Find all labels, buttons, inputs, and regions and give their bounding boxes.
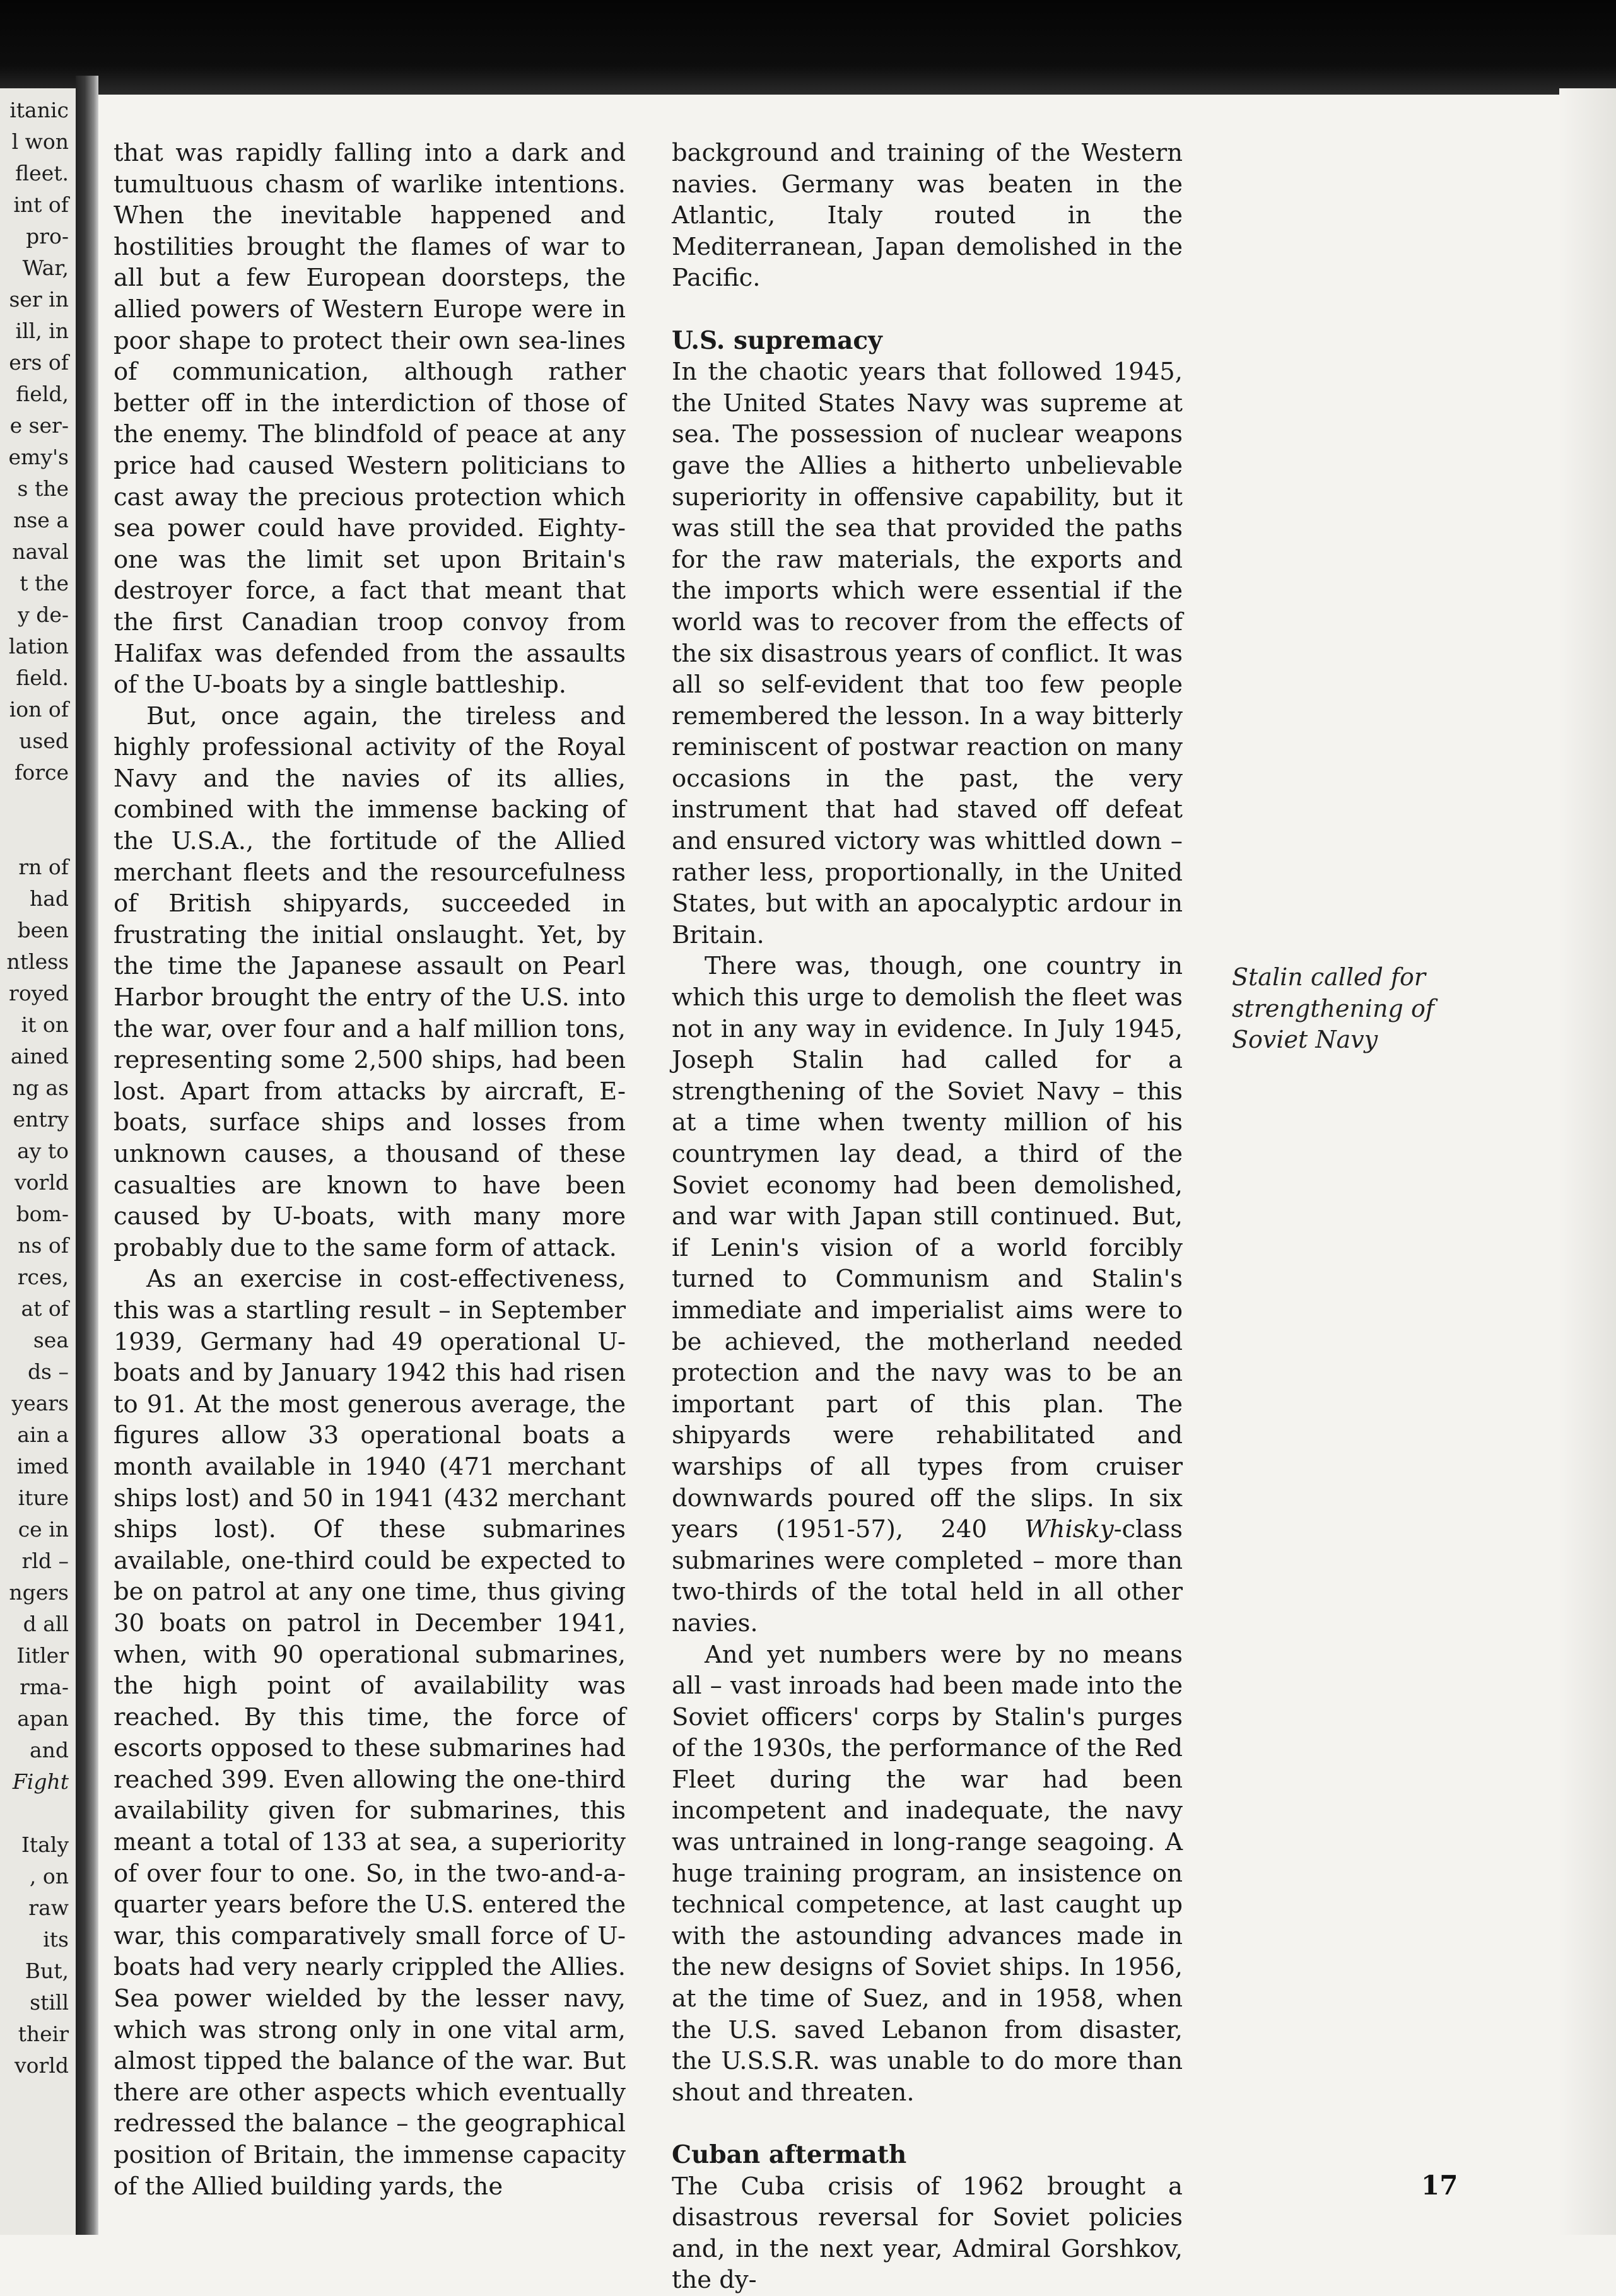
- previous-page-text-fragment: its: [43, 1927, 69, 1952]
- body-paragraph: But, once again, the tireless and highly professional activity of the Royal Navy and the navies of its allies, combined with the immense backing of the U.S.A., the fortitude of the Allied merchant fleets and the resourcefulness of British shipyards, succeeded in frustrating the initial onslaught. Yet, by the time the Japanese assault on Pearl Harbor brought the entry of the U.S. into the war, over four and a half million tons, representing some 2,500 ships, had been lost. Apart from attacks by aircraft, E-boats, surface ships and losses from unknown causes, a thousand of these casualties are known to have been caused by U-boats, with many more probably due to the same form of attack.: [114, 701, 626, 1262]
- previous-page-text-fragment: d all: [23, 1612, 69, 1636]
- previous-page-text-fragment: rces,: [17, 1265, 69, 1289]
- section-heading-us-supremacy: U.S. supremacy: [672, 325, 882, 355]
- previous-page-text-fragment: War,: [22, 255, 69, 280]
- previous-page-text-fragment: rld –: [21, 1549, 69, 1573]
- previous-page-text-fragment: y de-: [18, 602, 69, 627]
- previous-page-text-fragment: ained: [10, 1044, 69, 1069]
- section-us-supremacy: [672, 356, 1183, 2108]
- previous-page-text-fragment: emy's: [8, 445, 69, 469]
- previous-page-text-fragment: ay to: [17, 1139, 69, 1163]
- body-paragraph: There was, though, one country in which this urge to demolish the fleet was not in any way in evidence. In July 1945, Joseph Stalin had called for a strengthening of the Soviet Navy – this at a time when twenty million of his countrymen lay dead, a third of the Soviet economy had been demolished, and war with Japan still continued. But, if Lenin's vision of a world forcibly turned to Communism and Stalin's immediate and imperialist aims were to be achieved, the motherland needed protection and the navy was to be an important part of this plan. The shipyards were rehabilitated and warships of all types from cruiser downwards poured off the slips. In six years (1951-57), 240 Whisky-class submarines were completed – more than two-thirds of the total held in all other navies.: [672, 952, 1183, 1637]
- previous-page-text-fragment: field,: [16, 382, 69, 406]
- previous-page-text-fragment: Italy: [21, 1832, 69, 1857]
- previous-page-text-fragment: had: [29, 886, 69, 911]
- previous-page-text-fragment: been: [17, 918, 69, 942]
- previous-page-text-fragment: ers of: [9, 350, 69, 375]
- previous-page-text-fragment: ngers: [9, 1580, 69, 1605]
- previous-page-text-fragment: vorld: [15, 2053, 69, 2078]
- previous-page-text-fragment: [0, 820, 73, 852]
- body-paragraph: As an exercise in cost-effectiveness, this was a startling result – in September 1939, Germany had 49 operational U-boats and by January 1942 this had risen to 91. At the most generous average, the figures allow 33 operational boats a month available in 1940 (471 merchant ships lost) and 50 in 1941 (432 merchant ships lost). Of these submarines available, one-third could be expected to be on patrol at any one time, thus giving 30 boats on patrol in December 1941, when, with 90 operational submarines, the high point of availability was reached. By this time, the force of escorts opposed to these submarines had reached 399. Even allowing the one-third availability given for submarines, this meant a total of 133 at sea, a superiority of over four to one. So, in the two-and-a-quarter years before the U.S. entered the war, this comparatively small force of U-boats had very nearly crippled the Allies. Sea power wielded by the lesser navy, which was strong only in one vital arm, almost tipped the balance of the war. But there are other aspects which eventually redressed the balance – the geographical position of Britain, the immense capacity of the Allied building yards, the: [114, 1265, 626, 2201]
- previous-page-text-fragment: raw: [28, 1895, 69, 1920]
- previous-page-text-fragment: l won: [11, 129, 69, 154]
- body-paragraph: that was rapidly falling into a dark and tumultuous chasm of warlike intentions. When the inevitable happened and hostilities brought the flames of war to all but a few European doorsteps, the allied powers of Western Europe were in poor shape to protect their own sea-lines of communication, although rather better off in the interdiction of those of the enemy. The blindfold of peace at any price had caused Western politicians to cast away the precious protection which sea power could have provided. Eighty-one was the limit set upon Britain's destroyer force, a fact that meant that the first Canadian troop convoy from Halifax was defended from the assaults of the U-boats by a single battleship.: [114, 139, 626, 700]
- previous-page-text-fragment: s the: [17, 476, 69, 501]
- previous-page-text-fragment: nse a: [13, 508, 69, 532]
- previous-page-text-fragment: fleet.: [15, 161, 69, 185]
- previous-page-text-fragment: years: [11, 1391, 69, 1415]
- body-paragraph: And yet numbers were by no means all – vast inroads had been made into the Soviet officers' corps by Stalin's purges of the 1930s, the performance of the Red Fleet during the war had been incompetent and inadequate, the navy was untrained in long-range seagoing. A huge training program, an insistence on technical competence, at last caught up with the astounding advances made in the new designs of Soviet ships. In 1956, at the time of Suez, and in 1958, when the U.S. saved Lebanon from disaster, the U.S.S.R. was unable to do more than shout and threaten.: [672, 1640, 1183, 2107]
- previous-page-text-fragment: it on: [21, 1012, 69, 1037]
- previous-page-text-fragment: field.: [16, 665, 69, 690]
- previous-page-text-fragment: rma-: [20, 1675, 69, 1699]
- previous-page-text-fragment: [0, 1798, 73, 1829]
- right-column: [672, 138, 1183, 2296]
- previous-page-text-fragment: [0, 788, 73, 820]
- previous-page-text-fragment: lation: [8, 634, 69, 659]
- previous-page-text-fragment: still: [30, 1990, 69, 2015]
- body-paragraph: In the chaotic years that followed 1945, the United States Navy was supreme at sea. The possession of nuclear weapons gave the Allies a hitherto unbelievable superiority in offensive capability, but it was still the sea that provided the paths for the raw materials, the exports and the imports which were essential if the world was to recover from the effects of the six disastrous years of conflict. It was all so self-evident that too few people remembered the lesson. In a way bitterly reminiscent of postwar reaction on many occasions in the past, the very instrument that had staved off defeat and ensured victory was whittled down – rather less, proportionally, in the United States, but with an apocalyptic ardour in Britain.: [672, 358, 1183, 949]
- page-number: 17: [1421, 2170, 1458, 2201]
- previous-page-text-fragment: force: [15, 760, 69, 785]
- book-gutter: [76, 76, 98, 2235]
- previous-page-text-fragment: itanic: [9, 98, 69, 122]
- previous-page-text-fragment: used: [19, 729, 69, 753]
- previous-page-text-fragment: ng as: [12, 1075, 69, 1100]
- previous-page-text-fragment: e ser-: [9, 413, 69, 438]
- left-column: [114, 138, 626, 2202]
- margin-note: Stalin called for strengthening of Soviet Navy: [1232, 963, 1434, 1054]
- previous-page-text-fragment: ain a: [17, 1422, 69, 1447]
- previous-page-text-fragment: sea: [33, 1328, 69, 1352]
- intro-paragraph: background and training of the Western navies. Germany was beaten in the Atlantic, Italy routed in the Mediterranean, Japan demolished in the Pacific.: [672, 139, 1183, 293]
- previous-page-text-fragment: royed: [9, 981, 69, 1005]
- previous-page-text-fragment: rn of: [18, 855, 69, 879]
- previous-page-text-fragment: pro-: [26, 224, 69, 249]
- previous-page-text-fragment: entry: [13, 1107, 69, 1132]
- previous-page-text-fragment: ntless: [6, 949, 69, 974]
- scan-top-band: [0, 0, 1616, 95]
- previous-page-text-fragment: Fight: [12, 1769, 69, 1794]
- previous-page-text-fragment: iture: [18, 1485, 69, 1510]
- previous-page-text-fragment: Iitler: [16, 1643, 69, 1668]
- previous-page-text-fragment: naval: [12, 539, 69, 564]
- previous-page-text-fragment: at of: [21, 1296, 69, 1321]
- previous-page-text-fragment: ns of: [18, 1233, 69, 1258]
- previous-page-text-fragment: and: [29, 1738, 69, 1762]
- previous-page-text-fragment: ser in: [9, 287, 69, 312]
- previous-page-text-fragment: , on: [29, 1864, 69, 1889]
- previous-page-text-fragment: ill, in: [15, 319, 69, 343]
- previous-page-text-fragment: int of: [13, 192, 69, 217]
- previous-page-text-fragment: But,: [25, 1959, 69, 1983]
- section-heading-cuban-aftermath: Cuban aftermath: [672, 2140, 907, 2169]
- previous-page-text-fragment: imed: [16, 1454, 69, 1479]
- previous-page-text-fragment: their: [18, 2022, 69, 2046]
- previous-page-text-fragment: vorld: [15, 1170, 69, 1195]
- body-paragraph: The Cuba crisis of 1962 brought a disastrous reversal for Soviet policies and, in the next year, Admiral Gorshkov, the dy-: [672, 2172, 1183, 2295]
- scan-right-edge: [1559, 88, 1616, 2235]
- previous-page-text-fragment: apan: [17, 1706, 69, 1731]
- previous-page-text-fragment: ion of: [9, 697, 69, 722]
- previous-page-text-fragment: ce in: [18, 1517, 69, 1542]
- previous-page-text-fragment: t the: [20, 571, 69, 595]
- previous-page-text-fragment: bom-: [16, 1202, 69, 1226]
- previous-page-text-fragment: ds –: [27, 1359, 69, 1384]
- previous-page-fragment: [0, 95, 73, 2145]
